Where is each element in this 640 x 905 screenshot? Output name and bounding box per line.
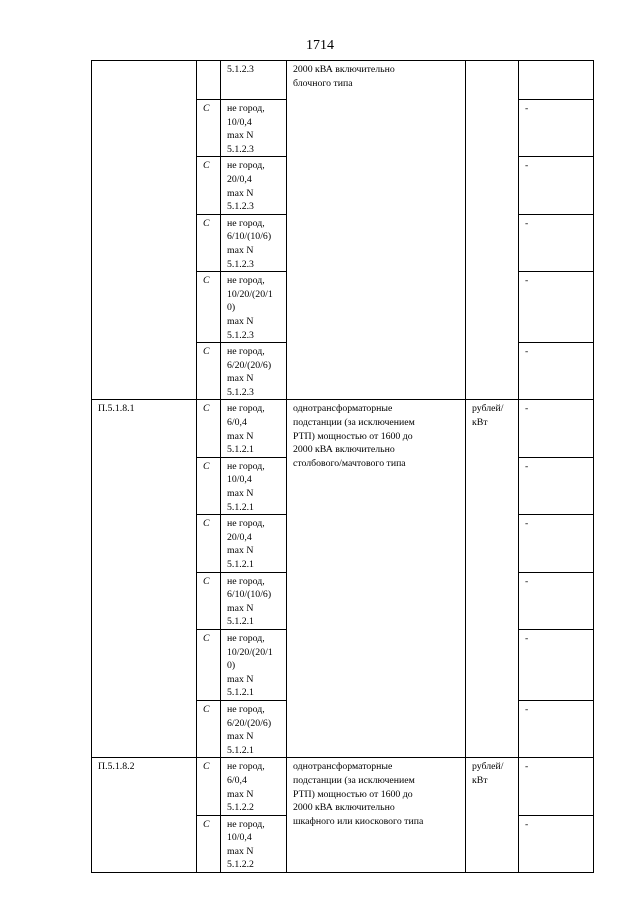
category-cell: С (197, 572, 221, 629)
voltage-level-cell: не город, 10/0,4 max N 5.1.2.3 (221, 100, 287, 157)
value-cell: - (519, 758, 594, 815)
value-cell: - (519, 629, 594, 700)
voltage-level-cell: 5.1.2.3 (221, 61, 287, 100)
category-cell (197, 61, 221, 100)
category-cell: С (197, 100, 221, 157)
category-cell: С (197, 515, 221, 572)
value-cell: - (519, 400, 594, 457)
category-cell: С (197, 700, 221, 757)
description-cell: однотрансформаторные подстанции (за исключением РТП) мощностью от 1600 до 2000 кВА включительно шкафного или киоскового типа (287, 758, 466, 873)
page-number: 1714 (306, 38, 334, 53)
item-code-cell: П.5.1.8.1 (92, 400, 197, 758)
value-cell: - (519, 457, 594, 514)
value-cell: - (519, 815, 594, 872)
voltage-level-cell: не город, 6/20/(20/6) max N 5.1.2.3 (221, 343, 287, 400)
voltage-level-cell: не город, 10/0,4 max N 5.1.2.1 (221, 457, 287, 514)
category-cell: С (197, 400, 221, 457)
voltage-level-cell: не город, 10/20/(20/1 0) max N 5.1.2.3 (221, 272, 287, 343)
category-cell: С (197, 629, 221, 700)
category-cell: С (197, 214, 221, 271)
value-cell: - (519, 700, 594, 757)
value-cell: - (519, 272, 594, 343)
value-cell: - (519, 157, 594, 214)
category-cell: С (197, 815, 221, 872)
voltage-level-cell: не город, 6/20/(20/6) max N 5.1.2.1 (221, 700, 287, 757)
value-cell: - (519, 515, 594, 572)
voltage-level-cell: не город, 20/0,4 max N 5.1.2.1 (221, 515, 287, 572)
voltage-level-cell: не город, 6/0,4 max N 5.1.2.1 (221, 400, 287, 457)
unit-cell (466, 61, 519, 400)
value-cell: - (519, 100, 594, 157)
table-row (92, 400, 594, 457)
unit-cell: рублей/ кВт (466, 758, 519, 873)
value-cell: - (519, 343, 594, 400)
voltage-level-cell: не город, 10/20/(20/1 0) max N 5.1.2.1 (221, 629, 287, 700)
voltage-level-cell: не город, 6/10/(10/6) max N 5.1.2.1 (221, 572, 287, 629)
table-row (92, 758, 594, 815)
description-cell: однотрансформаторные подстанции (за исключением РТП) мощностью от 1600 до 2000 кВА включительно столбового/мачтового типа (287, 400, 466, 758)
voltage-level-cell: не город, 10/0,4 max N 5.1.2.2 (221, 815, 287, 872)
category-cell: С (197, 157, 221, 214)
category-cell: С (197, 758, 221, 815)
voltage-level-cell: не город, 20/0,4 max N 5.1.2.3 (221, 157, 287, 214)
voltage-level-cell: не город, 6/0,4 max N 5.1.2.2 (221, 758, 287, 815)
description-cell: 2000 кВА включительно блочного типа (287, 61, 466, 400)
category-cell: С (197, 343, 221, 400)
value-cell: - (519, 214, 594, 271)
table-row (92, 61, 594, 100)
value-cell: - (519, 572, 594, 629)
item-code-cell: П.5.1.8.2 (92, 758, 197, 873)
unit-cell: рублей/ кВт (466, 400, 519, 758)
category-cell: С (197, 272, 221, 343)
value-cell (519, 61, 594, 100)
tariff-table (91, 60, 594, 873)
item-code-cell (92, 61, 197, 400)
voltage-level-cell: не город, 6/10/(10/6) max N 5.1.2.3 (221, 214, 287, 271)
category-cell: С (197, 457, 221, 514)
